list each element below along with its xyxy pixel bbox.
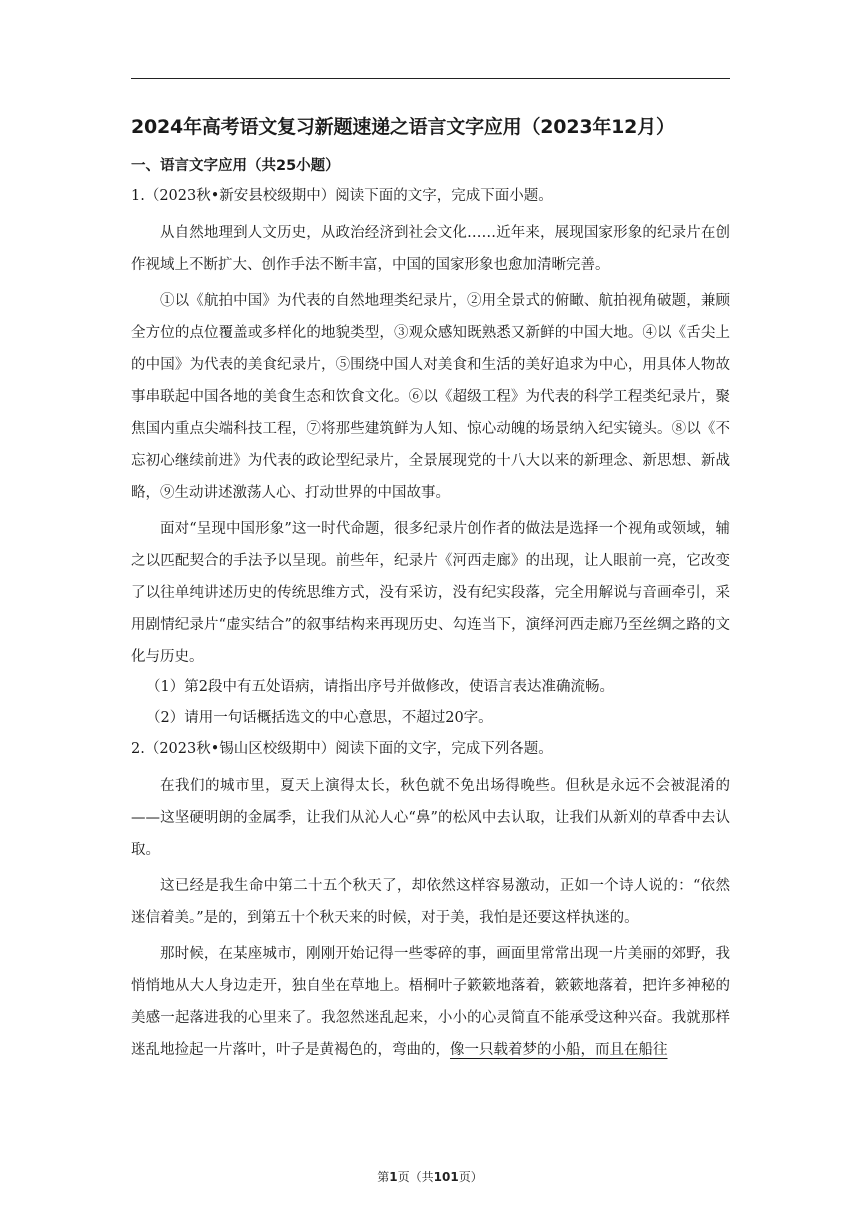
passage-paragraph: ①以《航拍中国》为代表的自然地理类纪录片，②用全景式的俯瞰、航拍视角破题，兼顾全方位的点位覆盖或多样化的地貌类型，③观众感知既熟悉又新鲜的中国大地。④以《舌尖上的中国》为代表的美食纪录片，⑤围绕中国人对美食和生活的美好追求为中心，用具体人物故事串联起中国各地的美食生态和饮食文化。⑥以《超级工程》为代表的科学工程类纪录片，聚焦国内重点尖端科技工程，⑦将那些建筑鲜为人知、惊心动魄的场景纳入纪实镜头。⑧以《不忘初心继续前进》为代表的政论型纪录片，全景展现党的十八大以来的新理念、新思想、新战略，⑨生动讲述激荡人心、打动世界的中国故事。 — [131, 293, 730, 501]
footer-prefix: 第 — [377, 1170, 390, 1184]
question-header: 2.（2023秋•锡山区校级期中）阅读下面的文字，完成下列各题。 — [131, 741, 553, 757]
question-header: 1.（2023秋•新安县校级期中）阅读下面的文字，完成下面小题。 — [131, 188, 553, 204]
passage-paragraph: 这已经是我生命中第二十五个秋天了，却依然这样容易激动，正如一个诗人说的：“依然迷信着美。”是的，到第五十个秋天来的时候，对于美，我怕是还要这样执迷的。 — [131, 878, 730, 926]
passage-paragraph: 在我们的城市里，夏天上演得太长，秋色就不免出场得晚些。但秋是永远不会被混淆的——这坚硬明朗的金属季，让我们从沁人心“鼻”的松风中去认取，让我们从新刈的草香中去认取。 — [131, 778, 730, 858]
passage-paragraph — [131, 938, 730, 1066]
page-content — [131, 112, 730, 1070]
footer-suffix: 页） — [458, 1170, 483, 1184]
header-rule — [131, 78, 730, 79]
footer-middle: 页（共 — [397, 1170, 434, 1184]
underlined-text: 像一只载着梦的小船，而且在船往 — [450, 1042, 668, 1058]
passage-paragraph: 面对“呈现中国形象”这一时代命题，很多纪录片创作者的做法是选择一个视角或领域，辅之以匹配契合的手法予以呈现。前些年，纪录片《河西走廊》的出现，让人眼前一亮，它改变了以往单纯讲述历史的传统思维方式，没有采访，没有纪实段落，完全用解说与音画牵引，采用剧情纪录片“虚实结合”的叙事结构来再现历史、勾连当下，演绎河西走廊乃至丝绸之路的文化与历史。 — [131, 521, 730, 665]
passage-paragraph: 从自然地理到人文历史，从政治经济到社会文化……近年来，展现国家形象的纪录片在创作视域上不断扩大、创作手法不断丰富，中国的国家形象也愈加清晰完善。 — [131, 225, 730, 273]
paragraph-text: 那时候，在某座城市，刚刚开始记得一些零碎的事，画面里常常出现一片美丽的郊野，我悄悄地从大人身边走开，独自坐在草地上。梧桐叶子簌簌地落着，簌簌地落着，把许多神秘的美感一起落进我的心里来了。我忽然迷乱起来，小小的心灵简直不能承受这种兴奋。我就那样迷乱地捡起一片落叶，叶子是黄褐色的，弯曲的， — [131, 946, 730, 1058]
question-2 — [131, 739, 730, 1066]
sub-question: （2）请用一句话概括选文的中心意思，不超过20字。 — [146, 710, 493, 726]
page-footer — [0, 1168, 860, 1185]
section-heading: 一、语言文字应用（共25小题） — [131, 158, 340, 174]
sub-question: （1）第2段中有五处语病，请指出序号并做修改，使语言表达准确流畅。 — [146, 679, 614, 695]
page-total: 101 — [433, 1170, 459, 1184]
document-title: 2024年高考语文复习新题速递之语言文字应用（2023年12月） — [131, 116, 675, 138]
question-1 — [131, 186, 730, 728]
page-number: 1 — [389, 1170, 398, 1184]
